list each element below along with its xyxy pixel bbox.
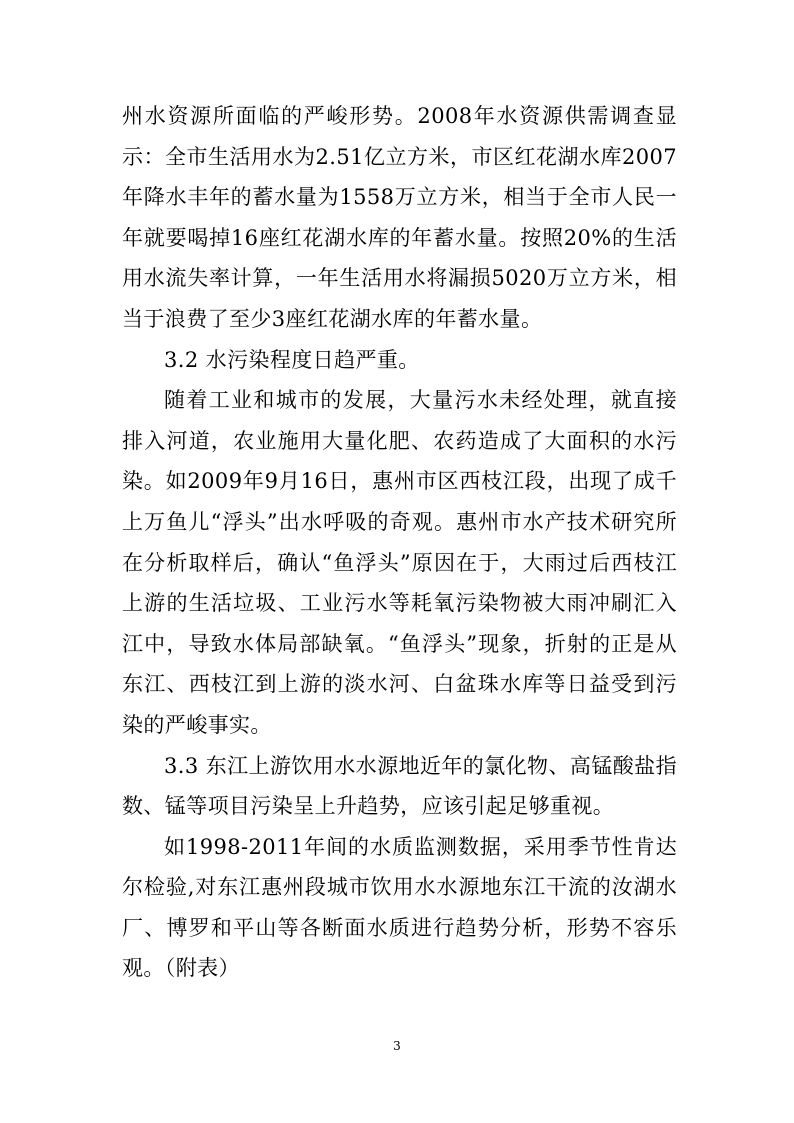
body-text [122, 96, 677, 989]
paragraph-pollution: 随着工业和城市的发展，大量污水未经处理，就直接排入河道，农业施用大量化肥、农药造成了大面积的水污染。如2009年9月16日，惠州市区西枝江段，出现了成千上万鱼儿“浮头”出水呼吸的奇观。惠州市水产技术研究所在分析取样后，确认“鱼浮头”原因在于，大雨过后西枝江上游的生活垃圾、工业污水等耗氧污染物被大雨冲刷汇入江中，导致水体局部缺氧。“鱼浮头”现象，折射的正是从东江、西枝江到上游的淡水河、白盆珠水库等日益受到污染的严峻事实。 [122, 388, 677, 737]
heading-3-2: 3.2 水污染程度日趋严重。 [164, 347, 420, 372]
paragraph-water-demand: 州水资源所面临的严峻形势。2008年水资源供需调查显示：全市生活用水为2.51亿立方米，市区红花湖水库2007年降水丰年的蓄水量为1558万立方米，相当于全市人民一年就要喝掉16座红花湖水库的年蓄水量。按照20%的生活用水流失率计算，一年生活用水将漏损5020万立方米，相当于浪费了至少3座红花湖水库的年蓄水量。 [122, 104, 677, 331]
page-number: 3 [393, 1039, 401, 1053]
heading-3-3: 3.3 东江上游饮用水水源地近年的氯化物、高锰酸盐指数、锰等项目污染呈上升趋势，应该引起足够重视。 [122, 753, 677, 819]
paragraph-monitoring: 如1998-2011年间的水质监测数据，采用季节性肯达尔检验,对东江惠州段城市饮用水水源地东江干流的汝湖水厂、博罗和平山等各断面水质进行趋势分析，形势不容乐观。（附表） [122, 834, 677, 981]
